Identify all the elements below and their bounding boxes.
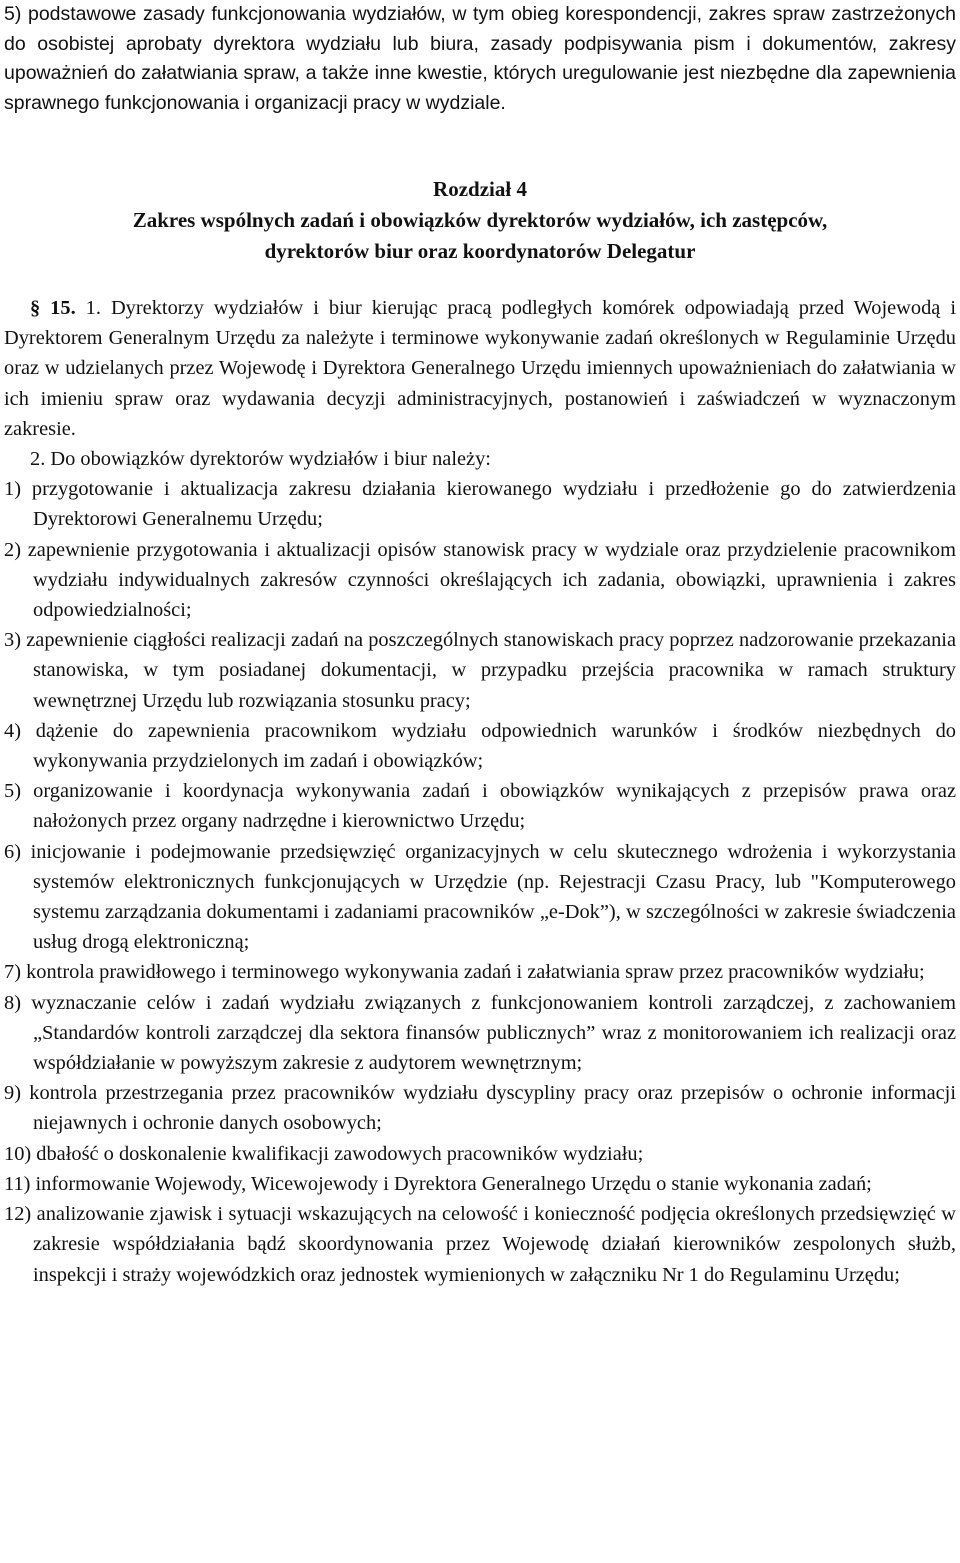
list-item-4: 4) dążenie do zapewnienia pracownikom wydziału odpowiednich warunków i środków niezbędnych do wykonywania przydzielonych im zadań i obowiązków; — [4, 719, 956, 773]
list-item-2: 2) zapewnienie przygotowania i aktualizacji opisów stanowisk pracy w wydziale oraz przydzielenie pracownikom wydziału indywidualnych zakresów czynności określających ich zadania, obowiązki, uprawnienia i zakres odpowiedzialności; — [4, 538, 956, 622]
section-paragraph-1-text: 1. Dyrektorzy wydziałów i biur kierując pracą podległych komórek odpowiadają przed Wojewodą i Dyrektorem Generalnym Urzędu za należyte i terminowe wykonywanie zadań określonych w Regulaminie Urzędu oraz w udzielanych przez Wojewodę i Dyrektora Generalnego Urzędu imiennych upoważnieniach do załatwiania w ich imieniu spraw oraz wydawania decyzji administracyjnych, postanowień i zaświadczeń w wyznaczonym zakresie. — [4, 297, 956, 440]
list-item-3: 3) zapewnienie ciągłości realizacji zadań na poszczególnych stanowiskach pracy poprzez nadzorowanie przekazania stanowiska, w tym posiadanej dokumentacji, w przypadku przejścia pracownika w ramach struktury wewnętrznej Urzędu lub rozwiązania stosunku pracy; — [4, 629, 956, 712]
list-item-12: 12) analizowanie zjawisk i sytuacji wskazujących na celowość i konieczność podjęcia określonych przedsięwzięć w zakresie współdziałania bądź skoordynowania przez Wojewodę działań kierowników zespolonych służb, inspekcji i straży wojewódzkich oraz jednostek wymienionych w załączniku Nr 1 do Regulaminu Urzędu; — [4, 1203, 956, 1286]
intro-paragraph: 5) podstawowe zasady funkcjonowania wydziałów, w tym obieg korespondencji, zakres spraw zastrzeżonych do osobistej aprobaty dyrektora wydziału lub biura, zasady podpisywania pism i dokumentów, zakresy upoważnień do załatwiania spraw, a także inne kwestie, których uregulowanie jest niezbędne dla zapewnienia sprawnego funkcjonowania i organizacji pracy w wydziale. — [4, 3, 956, 114]
section-paragraph-1 — [4, 293, 956, 444]
section-body — [4, 293, 956, 1290]
chapter-subtitle-line2: dyrektorów biur oraz koordynatorów Delegatur — [264, 239, 696, 263]
list-item-7: 7) kontrola prawidłowego i terminowego wykonywania zadań i załatwiania spraw przez pracowników wydziału; — [4, 961, 925, 984]
chapter-subtitle-line1: Zakres wspólnych zadań i obowiązków dyrektorów wydziałów, ich zastępców, — [132, 208, 828, 232]
chapter-title: Rozdział 4 — [433, 177, 527, 201]
list-item-6: 6) inicjowanie i podejmowanie przedsięwzięć organizacyjnych w celu skutecznego wdrożenia i wykorzystania systemów elektronicznych funkcjonujących w Urzędzie (np. Rejestracji Czasu Pracy, lub "Komputerowego systemu zarządzania dokumentami i zadaniami pracowników „e-Dok”), w szczególności w zakresie świadczenia usług drogą elektroniczną; — [4, 840, 956, 954]
list-item-8: 8) wyznaczanie celów i zadań wydziału związanych z funkcjonowaniem kontroli zarządczej, z zachowaniem „Standardów kontroli zarządczej dla sektora finansów publicznych” wraz z monitorowaniem ich realizacji oraz współdziałanie w powyższym zakresie z audytorem wewnętrznym; — [4, 991, 956, 1075]
list-item-9: 9) kontrola przestrzegania przez pracowników wydziału dyscypliny pracy oraz przepisów o ochronie informacji niejawnych i ochronie danych osobowych; — [4, 1082, 956, 1135]
section-paragraph-2: 2. Do obowiązków dyrektorów wydziałów i biur należy: — [30, 448, 491, 471]
list-item-11: 11) informowanie Wojewody, Wicewojewody i Dyrektora Generalnego Urzędu o stanie wykonania zadań; — [4, 1172, 872, 1195]
list-item-10: 10) dbałość o doskonalenie kwalifikacji zawodowych pracowników wydziału; — [4, 1142, 644, 1165]
list-item-1: 1) przygotowanie i aktualizacja zakresu działania kierowanego wydziału i przedłożenie go do zatwierdzenia Dyrektorowi Generalnemu Urzędu; — [4, 478, 956, 531]
section-number: § 15. — [30, 297, 76, 319]
list-item-5: 5) organizowanie i koordynacja wykonywania zadań i obowiązków wynikających z przepisów prawa oraz nałożonych przez organy nadrzędne i kierownictwo Urzędu; — [4, 780, 956, 833]
chapter-heading — [4, 174, 956, 267]
